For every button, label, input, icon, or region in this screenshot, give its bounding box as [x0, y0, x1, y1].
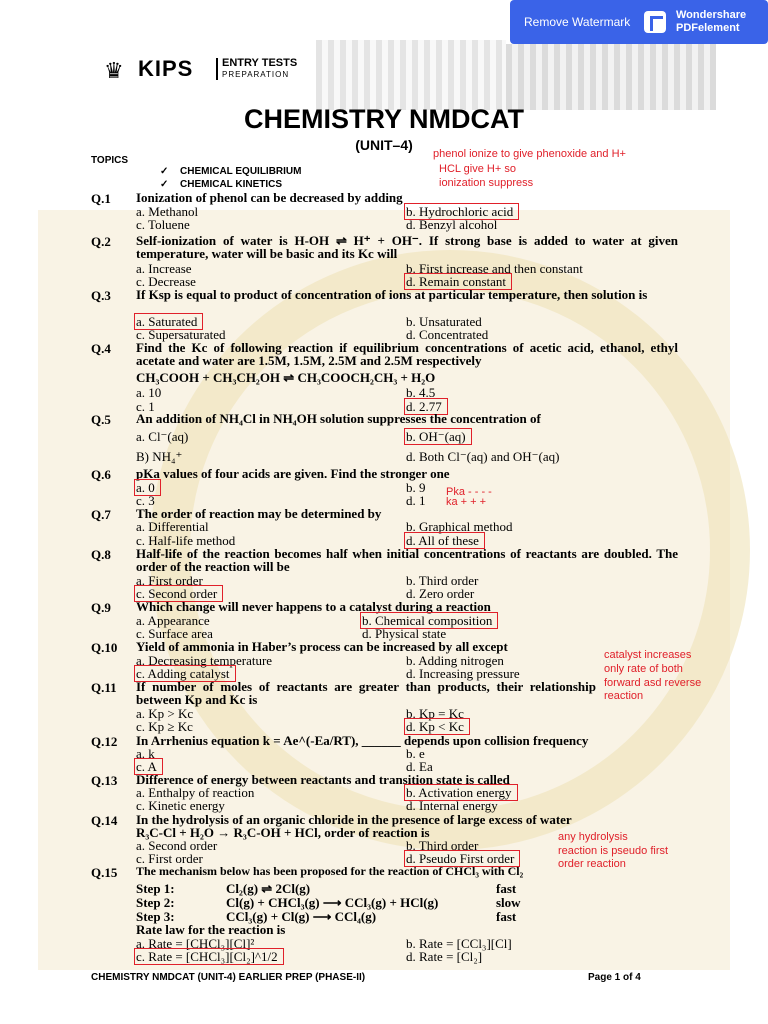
option-b: b. e — [406, 746, 425, 761]
question-text: An addition of NH₄Cl in NH₄OH solution suppresses the concentration of — [136, 411, 541, 426]
option-c: c. 3 — [136, 493, 155, 508]
option-d: d. Concentrated — [406, 327, 489, 342]
annotation-note: order reaction — [558, 858, 626, 870]
question-text: Half-life of the reaction becomes half when initial concentrations of reactants are doubled. The order of the reaction will be — [136, 546, 678, 574]
option-d-marked: d. All of these — [406, 534, 483, 547]
option-c: c. Toluene — [136, 217, 190, 232]
option-c: c. Kinetic energy — [136, 798, 225, 813]
annotation-note: HCL give H+ so — [439, 163, 516, 175]
footer-title: CHEMISTRY NMDCAT (UNIT-4) EARLIER PREP (PHASE-II) — [91, 972, 366, 983]
question-number: Q.7 — [91, 507, 111, 522]
pdfelement-brand: Wondershare PDFelement — [676, 9, 747, 34]
option-a-marked: a. Saturated — [136, 315, 201, 328]
option-b-marked: b. OH⁻(aq) — [406, 430, 470, 443]
reaction-equation: CH₃COOH + CH₃CH₂OH ⇌ CH₃COOCH₂CH₃ + H₂O — [136, 370, 436, 385]
step-speed: slow — [496, 895, 521, 910]
topic-item: ✓ CHEMICAL EQUILIBRIUM — [160, 166, 302, 177]
step-speed: fast — [496, 881, 517, 896]
unit-label: (UNIT–4) — [355, 137, 413, 153]
option-d: d. Zero order — [406, 586, 475, 601]
option-a: a. 10 — [136, 385, 162, 400]
option-c-marked: c. Adding catalyst — [136, 667, 234, 680]
question-text: If number of moles of reactants are greater than products, their relationship between Kp and Kc is — [136, 679, 596, 707]
option-a: a. Methanol — [136, 204, 199, 219]
logo-name: KIPS — [138, 56, 194, 81]
question-number: Q.6 — [91, 467, 111, 482]
step-label: Step 3: — [136, 909, 175, 924]
remove-watermark-button[interactable]: Remove Watermark — [524, 15, 631, 29]
step-equation: CCl₃(g) + Cl(g) ⟶ CCl₄(g) — [226, 909, 377, 924]
option-d: d. Rate = [Cl₂] — [406, 949, 483, 964]
topic-item: ✓ CHEMICAL KINETICS — [160, 179, 283, 190]
check-icon: ✓ — [160, 166, 169, 177]
option-a: a. k — [136, 746, 155, 761]
annotation-note: reaction is pseudo first — [558, 845, 669, 857]
option-b: b. Rate = [CCl₃][Cl] — [406, 936, 512, 951]
option-c-marked: c. Second order — [136, 587, 221, 600]
option-b: b. Third order — [406, 838, 479, 853]
question-number: Q.14 — [91, 813, 118, 828]
question-number: Q.2 — [91, 234, 111, 249]
option-b: b. Graphical method — [406, 519, 513, 534]
header-photo-right — [506, 44, 716, 110]
question-text: Ionization of phenol can be decreased by adding — [136, 190, 403, 205]
question-text: Difference of energy between reactants and transition state is called — [136, 772, 510, 787]
rate-law-label: Rate law for the reaction is — [136, 922, 286, 937]
question-number: Q.1 — [91, 191, 111, 206]
header-photo — [316, 40, 506, 110]
question-text: The order of reaction may be determined by — [136, 506, 382, 521]
step-equation: Cl₂(g) ⇌ 2Cl(g) — [226, 881, 311, 896]
question-text: Find the Kc of following reaction if equilibrium concentrations of acetic acid, ethanol, ethyl acetate and water are 1.5M, 1.5M, 2.5M and 2.5M respectively — [136, 340, 678, 368]
crown-icon: ♛ — [104, 58, 124, 83]
option-d: d. Physical state — [362, 626, 447, 641]
option-d: d. Ea — [406, 759, 433, 774]
option-b-marked: b. Chemical composition — [362, 614, 496, 627]
option-b: b. 9 — [406, 480, 426, 495]
option-b: b. First increase and then constant — [406, 261, 583, 276]
option-c: c. First order — [136, 851, 203, 866]
option-d: d. Benzyl alcohol — [406, 217, 498, 232]
option-c: c. 1 — [136, 399, 155, 414]
option-c: c. Decrease — [136, 274, 196, 289]
question-number: Q.9 — [91, 600, 111, 615]
question-number: Q.10 — [91, 640, 118, 655]
pdfelement-logo-icon — [644, 11, 666, 33]
option-a: a. Rate = [CHCl₃][Cl]² — [136, 936, 255, 951]
question-number: Q.8 — [91, 547, 111, 562]
annotation-note: Pka - - - - — [446, 486, 492, 498]
question-number: Q.11 — [91, 680, 117, 695]
option-d: d. Both Cl⁻(aq) and OH⁻(aq) — [406, 449, 560, 464]
option-c: c. Supersaturated — [136, 327, 226, 342]
annotation-note: forward asd reverse — [604, 677, 702, 689]
annotation-note: ionization suppress — [439, 177, 534, 189]
option-b-marked: b. Hydrochloric acid — [406, 205, 517, 218]
option-d-marked: d. Kp < Kc — [406, 720, 468, 733]
question-text: In Arrhenius equation k = Ae^(-Ea/RT), ______ depends upon collision frequency — [136, 733, 589, 748]
page-title: CHEMISTRY NMDCAT — [244, 104, 524, 134]
question-text: If Ksp is equal to product of concentration of ions at particular temperature, then solution is — [136, 287, 648, 302]
question-text: pKa values of four acids are given. Find the stronger one — [136, 466, 450, 481]
option-c: c. Half-life method — [136, 533, 236, 548]
check-icon: ✓ — [160, 179, 169, 190]
option-d-marked: d. 2.77 — [406, 400, 446, 413]
annotation-note: phenol ionize to give phenoxide and H+ — [433, 148, 626, 160]
question-number: Q.3 — [91, 288, 111, 303]
option-b: b. Unsaturated — [406, 314, 482, 329]
option-a: a. Enthalpy of reaction — [136, 785, 255, 800]
question-text: Self-ionization of water is H-OH ⇌ H⁺ + OH⁻. If strong base is added to water at given temperature, water will be basic and its Kc will — [136, 233, 678, 261]
option-a: a. Kp > Kc — [136, 706, 194, 721]
option-c-marked: c. Rate = [CHCl₃][Cl₂]^1/2 — [136, 950, 282, 963]
option-a: a. Second order — [136, 838, 218, 853]
page-number: Page 1 of 4 — [588, 972, 641, 983]
topics-label: TOPICS — [91, 155, 129, 166]
option-a: a. Increase — [136, 261, 192, 276]
remove-watermark-banner[interactable] — [510, 0, 768, 44]
option-d: d. Internal energy — [406, 798, 498, 813]
annotation-note: any hydrolysis — [558, 831, 628, 843]
question-text: Yield of ammonia in Haber’s process can be increased by all except — [136, 639, 508, 654]
question-text: In the hydrolysis of an organic chloride in the presence of large excess of water — [136, 812, 572, 827]
step-speed: fast — [496, 909, 517, 924]
step-label: Step 2: — [136, 895, 175, 910]
option-a: a. Appearance — [136, 613, 210, 628]
question-number: Q.13 — [91, 773, 118, 788]
option-d-marked: d. Remain constant — [406, 275, 510, 288]
question-text: The mechanism below has been proposed for the reaction of CHCl₃ with Cl₂ — [136, 864, 524, 878]
annotation-note: ka + + + — [446, 496, 487, 508]
annotation-note: catalyst increases — [604, 649, 692, 661]
option-a: a. First order — [136, 573, 203, 588]
option-c: B) NH₄⁺ — [136, 449, 183, 464]
option-b: b. Adding nitrogen — [406, 653, 504, 668]
option-b: b. Third order — [406, 573, 479, 588]
reaction-equation: R₃C-Cl + H₂O → R₃C-OH + HCl, order of reaction is — [136, 825, 430, 840]
question-text: Which change will never happens to a catalyst during a reaction — [136, 599, 491, 614]
option-d-marked: d. Pseudo First order — [406, 852, 518, 865]
question-number: Q.5 — [91, 412, 111, 427]
option-b: b. Kp = Kc — [406, 706, 464, 721]
option-a: a. Decreasing temperature — [136, 653, 273, 668]
option-d: d. Increasing pressure — [406, 666, 520, 681]
annotation-note: reaction — [604, 690, 644, 702]
option-a: a. Cl⁻(aq) — [136, 429, 189, 444]
option-a-marked: a. 0 — [136, 481, 159, 494]
option-d: d. 1 — [406, 493, 426, 508]
option-b-marked: b. Activation energy — [406, 786, 516, 799]
step-equation: Cl(g) + CHCl₃(g) ⟶ CCl₃(g) + HCl(g) — [226, 895, 439, 910]
option-b: b. 4.5 — [406, 385, 436, 400]
step-label: Step 1: — [136, 881, 175, 896]
option-c: c. Kp ≥ Kc — [136, 719, 193, 734]
question-number: Q.12 — [91, 734, 118, 749]
question-number: Q.15 — [91, 865, 118, 880]
question-number: Q.4 — [91, 341, 111, 356]
option-c-marked: c. A — [136, 760, 161, 773]
annotation-note: only rate of both — [604, 663, 683, 675]
option-c: c. Surface area — [136, 626, 213, 641]
option-a: a. Differential — [136, 519, 209, 534]
logo-subtitle: ENTRY TESTS PREPARATION — [216, 58, 297, 80]
